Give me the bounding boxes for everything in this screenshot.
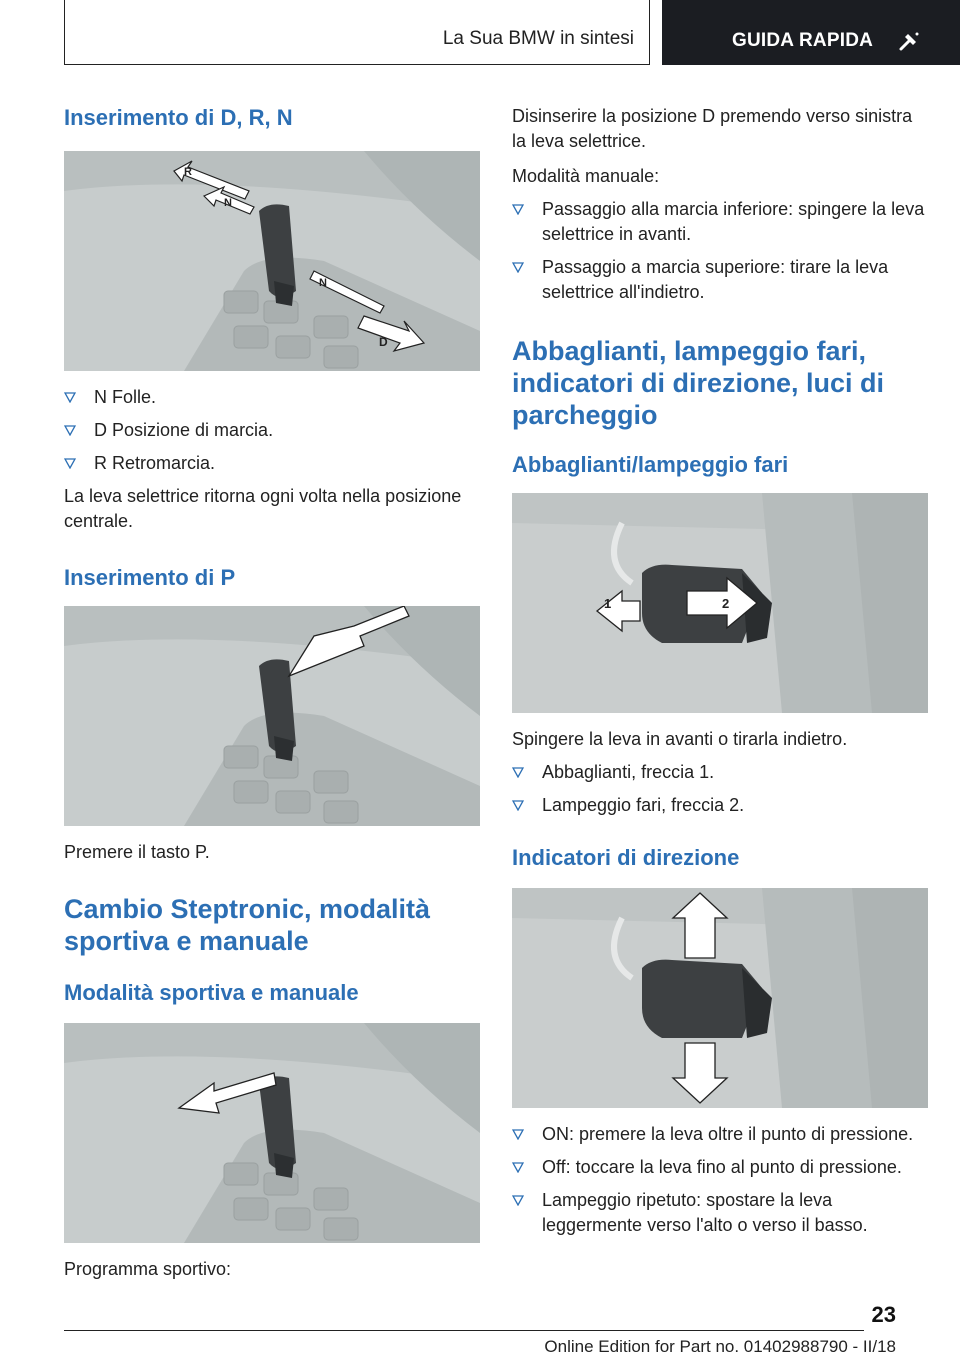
page-number: 23 [871, 1302, 896, 1327]
right-column [512, 100, 928, 1238]
figure-gear-selector-sport [64, 1023, 480, 1243]
footer-edition: Online Edition for Part no. 01402988790 - II/18 [544, 1337, 896, 1356]
paragraph-return-center: La leva selettrice ritorna ogni volta nella posizione centrale. [64, 486, 462, 531]
triangle-bullet-icon [512, 1129, 524, 1140]
paragraph-manual-mode: Modalità manuale: [512, 166, 660, 186]
list-gear-positions [64, 385, 480, 476]
wrench-hammer-icon [898, 30, 920, 52]
heading-steptronic: Cambio Steptronic, modalità sportiva e manuale [64, 894, 431, 956]
triangle-bullet-icon [512, 1162, 524, 1173]
heading-sport-manual: Modalità sportiva e manuale [64, 980, 359, 1005]
figure-turn-signal-lever [512, 888, 928, 1108]
paragraph-press-p: Premere il tasto P. [64, 842, 210, 862]
list-item: R Retromarcia. [64, 451, 480, 476]
list-item: ON: premere la leva oltre il punto di pressione. [512, 1122, 928, 1147]
fig1-label-r: R [184, 166, 192, 178]
figure-gear-selector-drn [64, 151, 480, 371]
header-tab [662, 0, 960, 65]
triangle-bullet-icon [512, 262, 524, 273]
list-item: Passaggio a marcia superiore: tirare la leva selettrice all'indietro. [512, 255, 928, 305]
heading-insert-drn: Inserimento di D, R, N [64, 105, 293, 130]
list-item: Lampeggio ripetuto: spostare la leva leggermente verso l'alto o verso il basso. [512, 1188, 928, 1238]
heading-high-beam: Abbaglianti/lampeggio fari [512, 452, 789, 477]
list-manual-shifting [512, 197, 928, 305]
list-item: Passaggio alla marcia inferiore: spingere la leva selettrice in avanti. [512, 197, 928, 247]
list-item: D Posizione di marcia. [64, 418, 480, 443]
header-tab-label: GUIDA RAPIDA [732, 30, 874, 51]
heading-lights: Abbaglianti, lampeggio fari, indicatori di direzione, luci di parcheggio [512, 336, 885, 430]
header-section-title: La Sua BMW in sintesi [442, 28, 634, 49]
list-item: N Folle. [64, 385, 480, 410]
list-high-beam [512, 760, 928, 818]
fig1-label-n1: N [224, 197, 232, 209]
fig-label-2: 2 [722, 596, 730, 611]
triangle-bullet-icon [64, 392, 76, 403]
left-column [64, 100, 480, 1282]
list-turn-signals [512, 1122, 928, 1238]
fig1-label-d: D [379, 335, 388, 349]
triangle-bullet-icon [64, 458, 76, 469]
triangle-bullet-icon [64, 425, 76, 436]
fig-label-1: 1 [604, 596, 612, 611]
list-item: Lampeggio fari, freccia 2. [512, 793, 928, 818]
figure-light-lever [512, 493, 928, 713]
list-item: Off: toccare la leva fino al punto di pressione. [512, 1155, 928, 1180]
paragraph-disengage-d: Disinserire la posizione D premendo verso sinistra la leva selettrice. [512, 106, 913, 151]
figure-gear-selector-p [64, 606, 480, 826]
paragraph-push-pull: Spingere la leva in avanti o tirarla indietro. [512, 729, 848, 749]
heading-insert-p: Inserimento di P [64, 565, 236, 590]
triangle-bullet-icon [512, 204, 524, 215]
paragraph-sport-program: Programma sportivo: [64, 1259, 232, 1279]
heading-turn-signals: Indicatori di direzione [512, 845, 740, 870]
list-item: Abbaglianti, freccia 1. [512, 760, 928, 785]
footer-divider [64, 1330, 864, 1331]
fig1-label-n2: N [319, 277, 327, 289]
triangle-bullet-icon [512, 1195, 524, 1206]
triangle-bullet-icon [512, 767, 524, 778]
triangle-bullet-icon [512, 800, 524, 811]
